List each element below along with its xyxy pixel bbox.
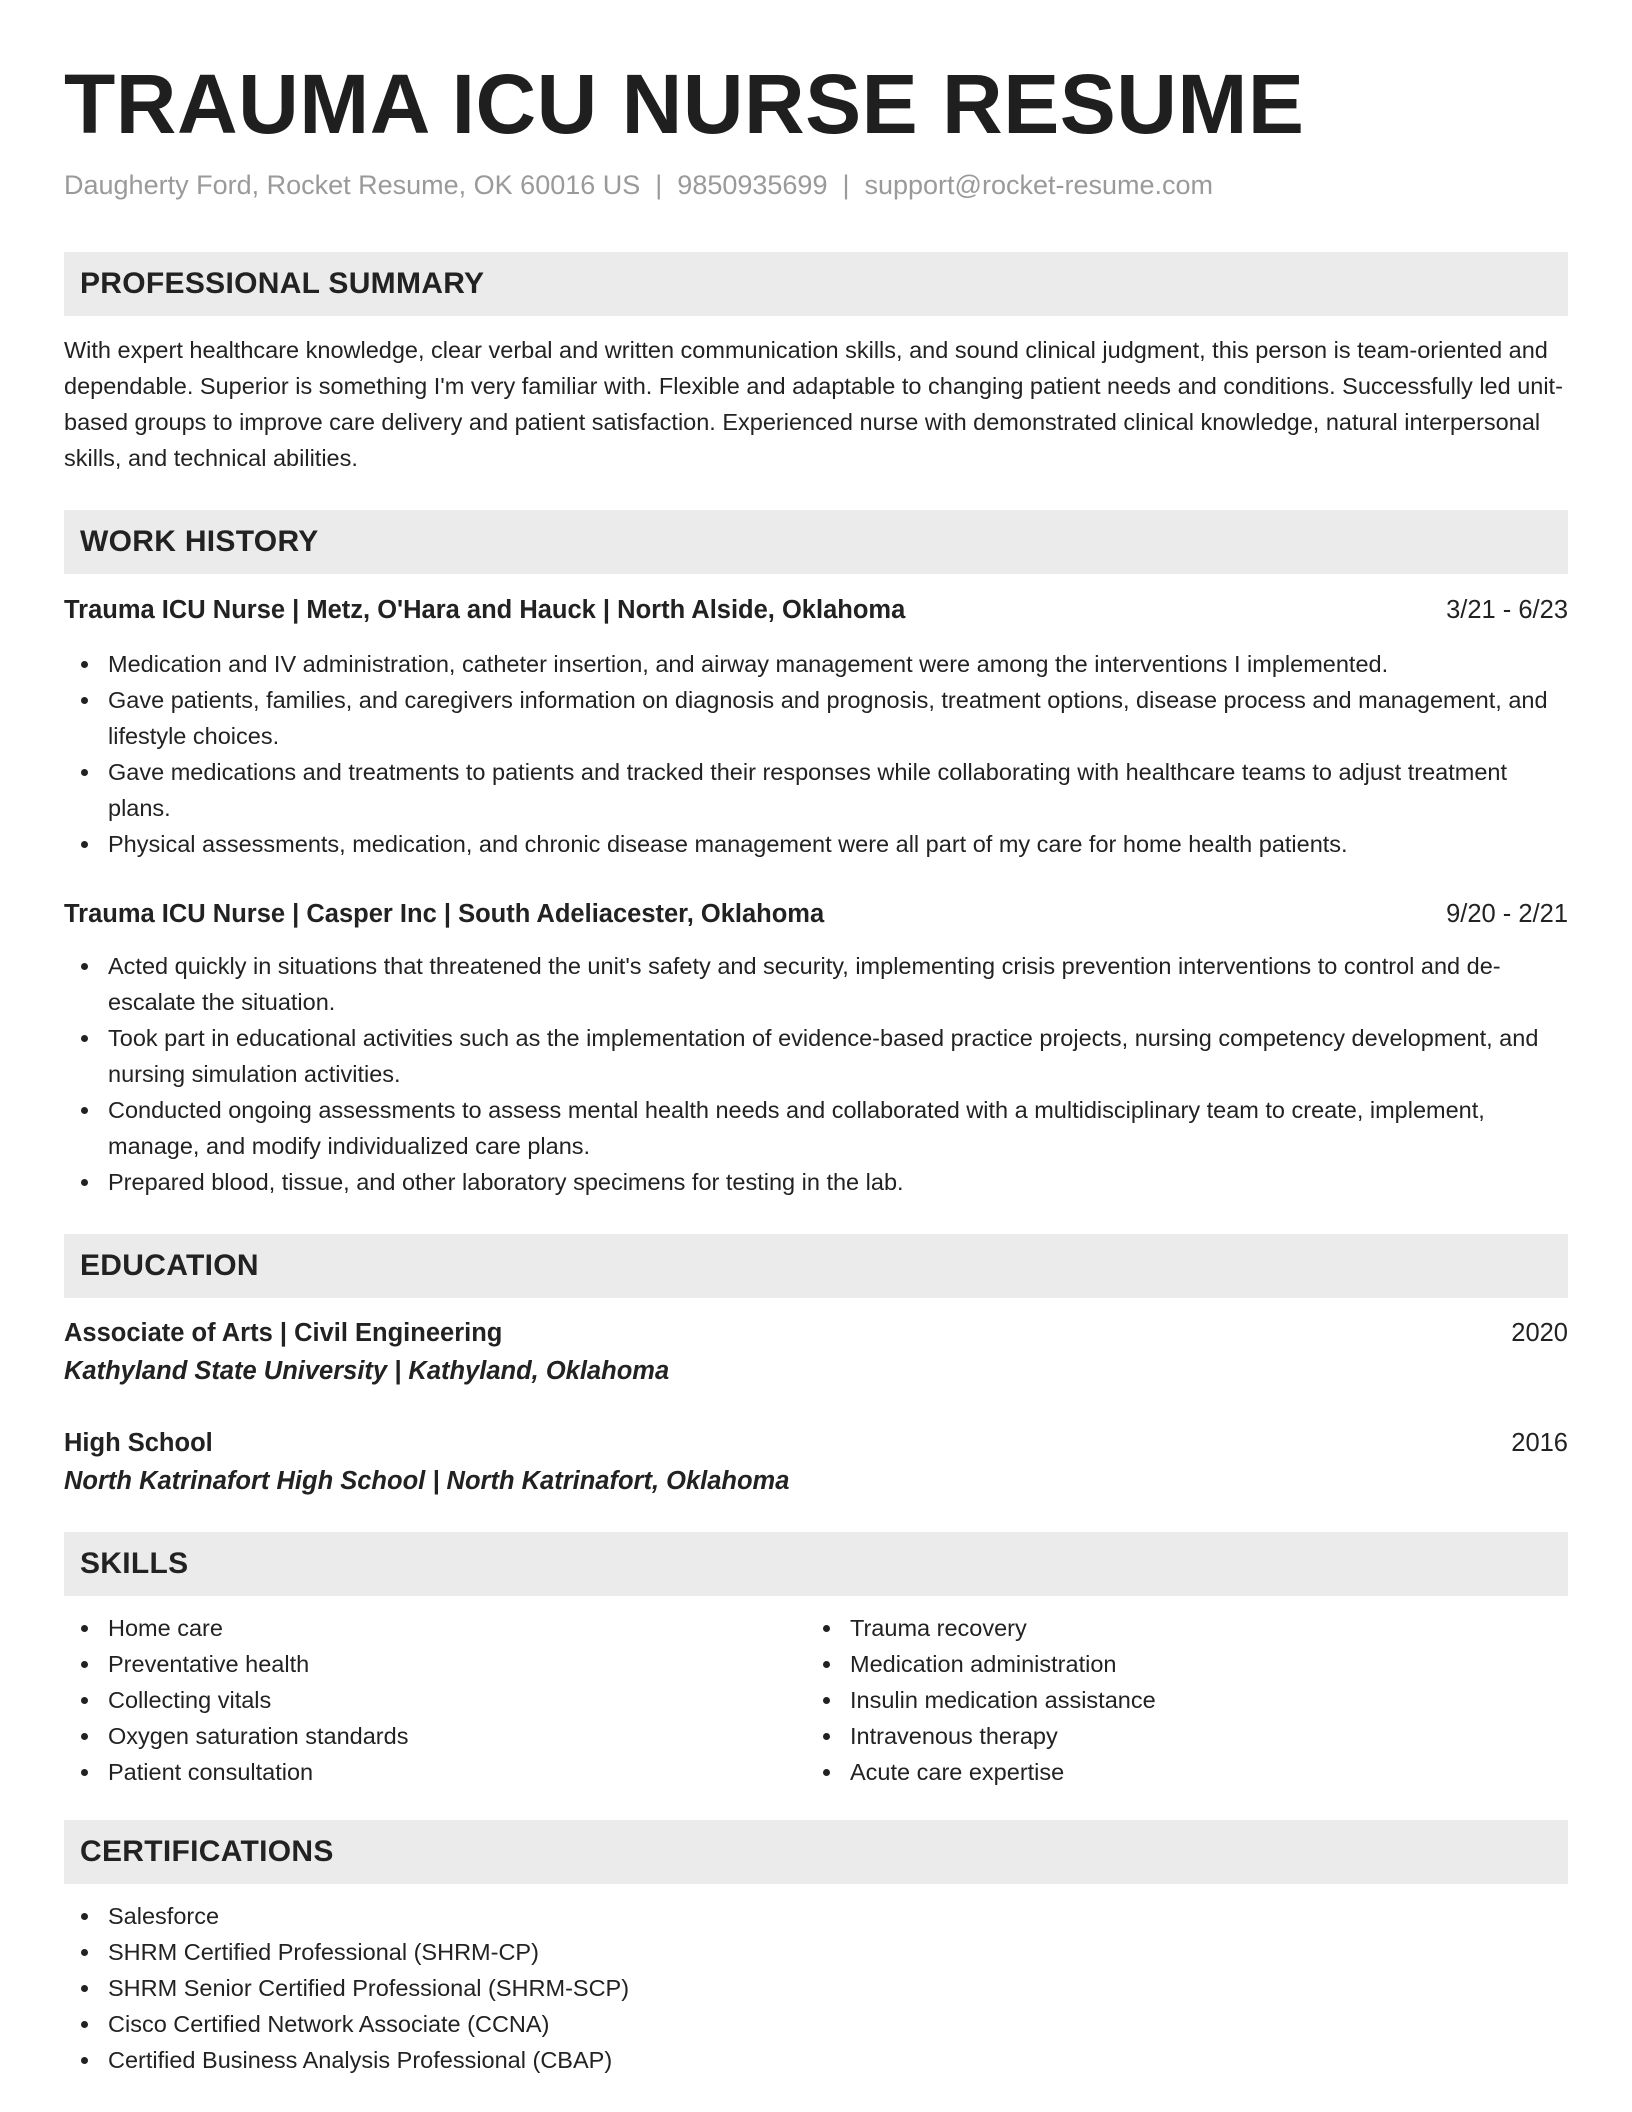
education-degree: Associate of Arts | Civil Engineering	[64, 1319, 503, 1347]
skill-item: Preventative health	[64, 1646, 806, 1682]
resume-page	[64, 0, 1568, 2078]
contact-email: support@rocket-resume.com	[864, 170, 1214, 200]
skill-item: Collecting vitals	[64, 1682, 806, 1718]
resume-title: TRAUMA ICU NURSE RESUME	[64, 57, 1305, 151]
section-heading-skills: SKILLS	[64, 1532, 1568, 1596]
education-year: 2020	[1511, 1319, 1568, 1347]
section-heading-work-history: WORK HISTORY	[64, 510, 1568, 574]
education-year: 2016	[1511, 1429, 1568, 1457]
job-bullet: Gave medications and treatments to patients and tracked their responses while collaborating with healthcare teams to adjust treatment plans.	[64, 754, 1568, 826]
education-school: North Katrinafort High School | North Katrinafort, Oklahoma	[64, 1467, 790, 1495]
skill-item: Oxygen saturation standards	[64, 1718, 806, 1754]
education-entry	[64, 1424, 1568, 1500]
job-bullets	[64, 948, 1568, 1200]
job-bullet: Conducted ongoing assessments to assess mental health needs and collaborated with a multidisciplinary team to create, implement, manage, and modify individualized care plans.	[64, 1092, 1568, 1164]
skill-item: Home care	[64, 1610, 806, 1646]
skill-item: Medication administration	[806, 1646, 1548, 1682]
job-entry	[64, 592, 1568, 862]
certifications-list	[64, 1898, 1568, 2078]
section-heading-summary: PROFESSIONAL SUMMARY	[64, 252, 1568, 316]
certification-item: Salesforce	[64, 1898, 1568, 1934]
skills-column-right	[806, 1610, 1548, 1790]
skills-column-left	[64, 1610, 806, 1790]
education-entry	[64, 1314, 1568, 1390]
contact-address: Daugherty Ford, Rocket Resume, OK 60016 US	[64, 170, 641, 200]
job-bullets	[64, 646, 1568, 862]
section-heading-education: EDUCATION	[64, 1234, 1568, 1298]
job-title: Trauma ICU Nurse | Metz, O'Hara and Hauck | North Alside, Oklahoma	[64, 596, 906, 624]
job-bullet: Prepared blood, tissue, and other laboratory specimens for testing in the lab.	[64, 1164, 1568, 1200]
contact-separator: |	[655, 170, 663, 200]
skill-item: Acute care expertise	[806, 1754, 1548, 1790]
certification-item: SHRM Certified Professional (SHRM-CP)	[64, 1934, 1568, 1970]
skill-item: Insulin medication assistance	[806, 1682, 1548, 1718]
certification-item: Certified Business Analysis Professional (CBAP)	[64, 2042, 1568, 2078]
contact-phone: 9850935699	[677, 170, 828, 200]
job-bullet: Medication and IV administration, catheter insertion, and airway management were among the interventions I implemented.	[64, 646, 1568, 682]
skills-list	[64, 1610, 1568, 1790]
skill-item: Trauma recovery	[806, 1610, 1548, 1646]
job-bullet: Physical assessments, medication, and chronic disease management were all part of my care for home health patients.	[64, 826, 1568, 862]
job-header	[64, 896, 1568, 932]
education-degree: High School	[64, 1429, 213, 1457]
certification-item: SHRM Senior Certified Professional (SHRM-SCP)	[64, 1970, 1568, 2006]
job-entry	[64, 896, 1568, 1200]
job-bullet: Acted quickly in situations that threatened the unit's safety and security, implementing crisis prevention interventions to control and de-escalate the situation.	[64, 948, 1568, 1020]
job-title: Trauma ICU Nurse | Casper Inc | South Adeliacester, Oklahoma	[64, 900, 825, 928]
job-bullet: Took part in educational activities such as the implementation of evidence-based practice projects, nursing competency development, and nursing simulation activities.	[64, 1020, 1568, 1092]
contact-line	[64, 168, 1568, 202]
summary-text: With expert healthcare knowledge, clear verbal and written communication skills, and sound clinical judgment, this person is team-oriented and dependable. Superior is something I'm very familiar with. Flexible and adaptable to changing patient needs and conditions. Successfully led unit-based groups to improve care delivery and patient satisfaction. Experienced nurse with demonstrated clinical knowledge, natural interpersonal skills, and technical abilities.	[64, 337, 1563, 471]
job-dates: 9/20 - 2/21	[1446, 900, 1568, 928]
skill-item: Patient consultation	[64, 1754, 806, 1790]
skill-item: Intravenous therapy	[806, 1718, 1548, 1754]
job-bullet: Gave patients, families, and caregivers information on diagnosis and prognosis, treatment options, disease process and management, and lifestyle choices.	[64, 682, 1568, 754]
education-header	[64, 1424, 1568, 1462]
education-school: Kathyland State University | Kathyland, Oklahoma	[64, 1357, 670, 1385]
section-heading-certifications: CERTIFICATIONS	[64, 1820, 1568, 1884]
contact-separator: |	[842, 170, 850, 200]
job-dates: 3/21 - 6/23	[1446, 596, 1568, 624]
certification-item: Cisco Certified Network Associate (CCNA)	[64, 2006, 1568, 2042]
education-header	[64, 1314, 1568, 1352]
job-header	[64, 592, 1568, 628]
